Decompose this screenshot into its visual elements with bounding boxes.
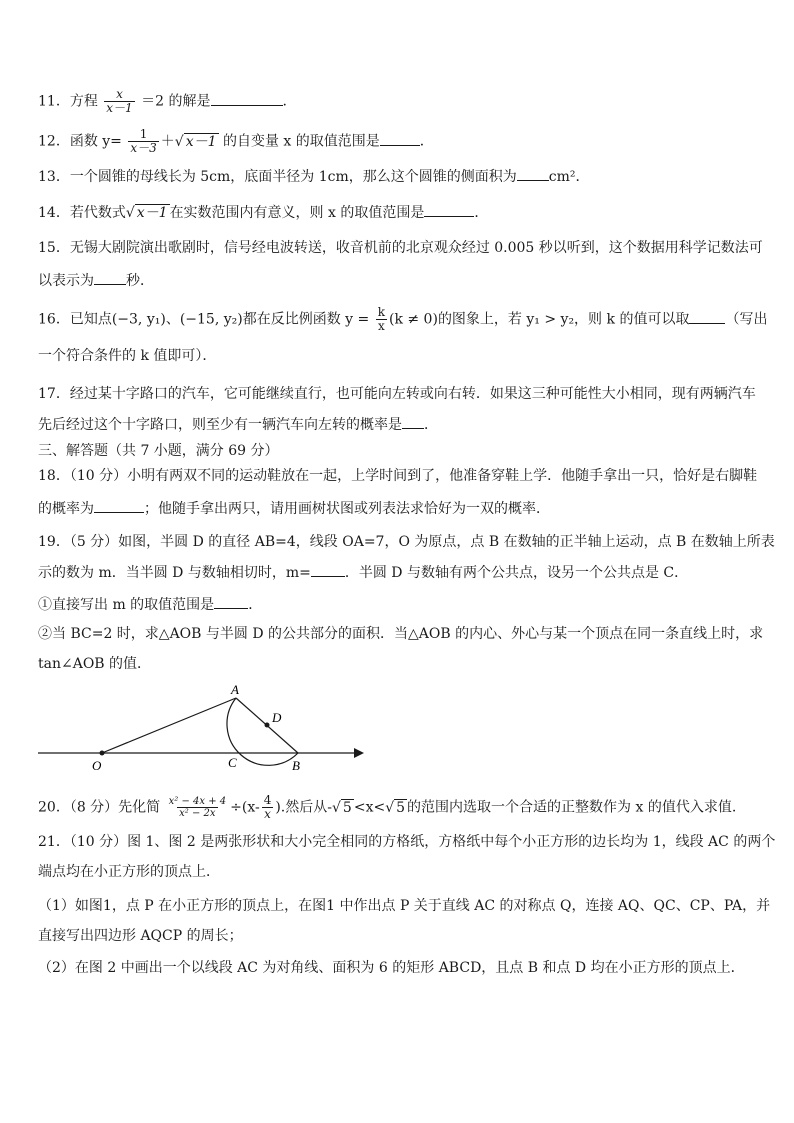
q16-text-a: 已知点 [69, 311, 112, 328]
q15-text-a: 以表示为 [38, 273, 94, 289]
q12-frac-num: 1 [139, 127, 148, 141]
q21-sub1-line-1: （1）如图1，点 P 在小正方形的顶点上，在图1 中作出点 P 关于直线 AC 的对称点 Q，连接 AQ、QC、CP、PA，并 [38, 898, 771, 914]
question-16-cont [38, 346, 764, 366]
question-11 [38, 88, 764, 115]
q17-text-a: 先后经过这个十字路口，则至少有一辆汽车向左转的概率是 [38, 417, 402, 433]
q11-text-c: . [282, 93, 287, 110]
q20-f1-num: x² − 4x + 4 [168, 796, 227, 807]
semicircle-figure [36, 684, 366, 776]
q16-frac-num: k [377, 305, 385, 319]
q14-sqrt: √ x－1 [125, 205, 168, 221]
question-15-cont [38, 270, 764, 291]
q20-f2-num: 4 [263, 793, 272, 807]
question-14 [38, 202, 764, 223]
q19-sub2-line-1: ②当 BC=2 时，求△AOB 与半圆 D 的公共部分的面积．当△AOB 的内心、外心与某一个顶点在同一条直线上时，求 [38, 626, 764, 642]
question-21-sub2 [38, 958, 764, 978]
question-21 [38, 832, 776, 852]
q16-number: 16． [38, 311, 70, 328]
question-19 [38, 532, 775, 552]
q20-text-c: 的范围内选取一个合适的正整数作为 x 的值代入求值. [407, 799, 737, 816]
q19-sub1-text: ①直接写出 m 的取值范围是 [38, 597, 215, 613]
question-21-sub1-cont [38, 926, 764, 946]
question-19-sub1 [38, 594, 764, 615]
q18-text-a: 的概率为 [38, 501, 94, 517]
q19-text-a: 示的数为 m．当半圆 D 与数轴相切时，m= [38, 565, 311, 581]
q16-text-b: 都在反比例函数 y = [242, 311, 370, 328]
q20-f1-den: x² − 2x [179, 808, 216, 819]
q12-text-a: 函数 y= [69, 133, 122, 150]
q12-fraction [128, 128, 158, 155]
question-19-sub2 [38, 624, 764, 644]
q12-frac-den: x－3 [130, 141, 157, 155]
q20-text-a: 20．（8 分）先化简 [38, 799, 161, 816]
question-12 [38, 128, 764, 155]
q18-line-1: 18．（10 分）小明有两双不同的运动鞋放在一起，上学时间到了，他准备穿鞋上学．他随手拿出一只，恰好是右脚鞋 [38, 468, 758, 484]
q15-answer-blank[interactable] [94, 270, 126, 285]
q15-text-b: 秒． [126, 273, 154, 289]
point-O [100, 751, 105, 756]
q12-answer-blank[interactable] [380, 131, 420, 146]
question-17-cont [38, 414, 764, 435]
label-D: D [272, 710, 282, 725]
q11-frac-num: x [116, 87, 123, 101]
q19-text-b: ．半圆 D 与数轴有两个公共点，设另一个公共点是 C． [344, 565, 689, 581]
q15-line-1: 15．无锡大剧院演出歌剧时，信号经电波转送，收音机前的北京观众经过 0.005 秒以听到，这个数据用科学记数法可 [38, 240, 763, 256]
q21-sub1-line-2: 直接写出四边形 AQCP 的周长； [38, 928, 243, 944]
q11-answer-blank[interactable] [211, 91, 283, 106]
label-B: B [292, 758, 300, 773]
q19-answer-blank-2[interactable] [214, 594, 248, 609]
q16-line-2: 一个符合条件的 k 值即可）． [38, 348, 217, 364]
q16-point-2: (−15, y₂) [179, 311, 243, 328]
question-21-sub1 [38, 896, 771, 916]
q14-text-c: ． [474, 205, 489, 221]
question-18 [38, 466, 764, 486]
q20-sqrt-1-radicand: 5 [342, 799, 352, 816]
q16-point-1: (−3, y₁) [111, 311, 166, 328]
point-D [265, 723, 270, 728]
q21-line-1: 21．（10 分）图 1、图 2 是两张形状和大小完全相同的方格纸，方格纸中每个小正方形的边长均为 1，线段 AC 的两个 [38, 834, 776, 850]
q12-sqrt: √ x－1 [174, 133, 217, 150]
q14-text-b: 在实数范围内有意义，则 x 的取值范围是 [169, 205, 425, 221]
q14-text-a: 若代数式 [69, 205, 126, 221]
q11-number: 11． [38, 93, 70, 110]
q14-answer-blank[interactable] [424, 202, 474, 217]
q14-sqrt-radicand: x－1 [136, 205, 168, 221]
q20-text-b: ).然后从- [275, 799, 332, 816]
q16-text-c: 的图象上，若 y₁ > y₂，则 k 的值可以取 [437, 311, 690, 328]
question-18-cont [38, 498, 764, 519]
q16-sep: 、 [165, 311, 180, 328]
q11-fraction [104, 88, 134, 115]
q20-sqrt-2-radicand: 5 [396, 799, 406, 816]
section-three-heading: 三、解答题（共 7 小题，满分 69 分） [38, 443, 279, 459]
q12-text-b: 的自变量 x 的取值范围是 [222, 133, 380, 150]
q20-f2-den: x [264, 807, 271, 821]
question-15 [38, 238, 764, 258]
q20-ineq: <x< [353, 799, 386, 816]
label-O: O [92, 758, 102, 773]
q20-sqrt-1: √ 5 [332, 799, 352, 816]
q16-condition: (k ≠ 0) [388, 311, 438, 328]
q20-sqrt-2: √ 5 [385, 799, 406, 816]
q19-line-1: 19．（5 分）如图，半圆 D 的直径 AB=4，线段 OA=7，O 为原点，点 B 在数轴的正半轴上运动，点 B 在数轴上所表 [38, 534, 775, 550]
q12-plus: ＋ [160, 133, 175, 150]
q16-frac-den: x [377, 319, 385, 333]
q14-number: 14． [38, 205, 70, 221]
q11-text-b: ＝2 的解是 [141, 93, 211, 110]
q13-number: 13． [38, 169, 70, 185]
label-A: A [231, 684, 239, 697]
q20-fraction-2 [262, 794, 274, 821]
question-19-sub2-cont [38, 654, 764, 674]
question-13 [38, 166, 764, 187]
question-19-cont [38, 562, 764, 583]
q13-text-a: 一个圆锥的母线长为 5cm，底面半径为 1cm，那么这个圆锥的侧面积为 [69, 169, 517, 185]
question-21-cont [38, 862, 764, 882]
q17-line-1: 17．经过某十字路口的汽车，它可能继续直行，也可能向左转或向右转．如果这三种可能性大小相同，现有两辆汽车 [38, 386, 756, 402]
label-C: C [228, 755, 237, 770]
q19-sub1-end: ． [248, 597, 263, 613]
semicircle-arc [227, 698, 298, 765]
q19-sub2-line-2: tan∠AOB 的值． [38, 656, 152, 672]
q21-line-2: 端点均在小正方形的顶点上． [38, 864, 220, 880]
q13-answer-blank[interactable] [517, 166, 549, 181]
segment-OA [102, 698, 236, 753]
axis-arrow-icon [354, 748, 364, 758]
q11-frac-den: x－1 [106, 101, 133, 115]
q11-text-a: 方程 [69, 93, 98, 110]
q13-text-b: cm²． [548, 169, 590, 185]
question-20 [38, 794, 764, 821]
q12-number: 12． [38, 133, 70, 150]
q16-text-d: （写出 [725, 311, 768, 328]
q16-answer-blank[interactable] [689, 309, 725, 324]
q12-sqrt-radicand: x－1 [185, 133, 217, 150]
q17-answer-blank[interactable] [402, 414, 424, 429]
q20-fraction-1 [167, 796, 229, 819]
question-16 [38, 305, 768, 333]
q12-text-c: ． [419, 133, 434, 150]
q17-text-b: ． [424, 417, 438, 433]
question-17 [38, 384, 764, 404]
q18-answer-blank[interactable] [94, 498, 144, 513]
q19-answer-blank-1[interactable] [311, 562, 345, 577]
q20-div: ÷(x- [230, 799, 260, 816]
q18-text-b: ；他随手拿出两只，请用画树状图或列表法求恰好为一双的概率． [144, 501, 550, 517]
q16-fraction [376, 306, 387, 333]
q21-sub2-line: （2）在图 2 中画出一个以线段 AC 为对角线、面积为 6 的矩形 ABCD，且点 B 和点 D 均在小正方形的顶点上． [38, 960, 745, 976]
